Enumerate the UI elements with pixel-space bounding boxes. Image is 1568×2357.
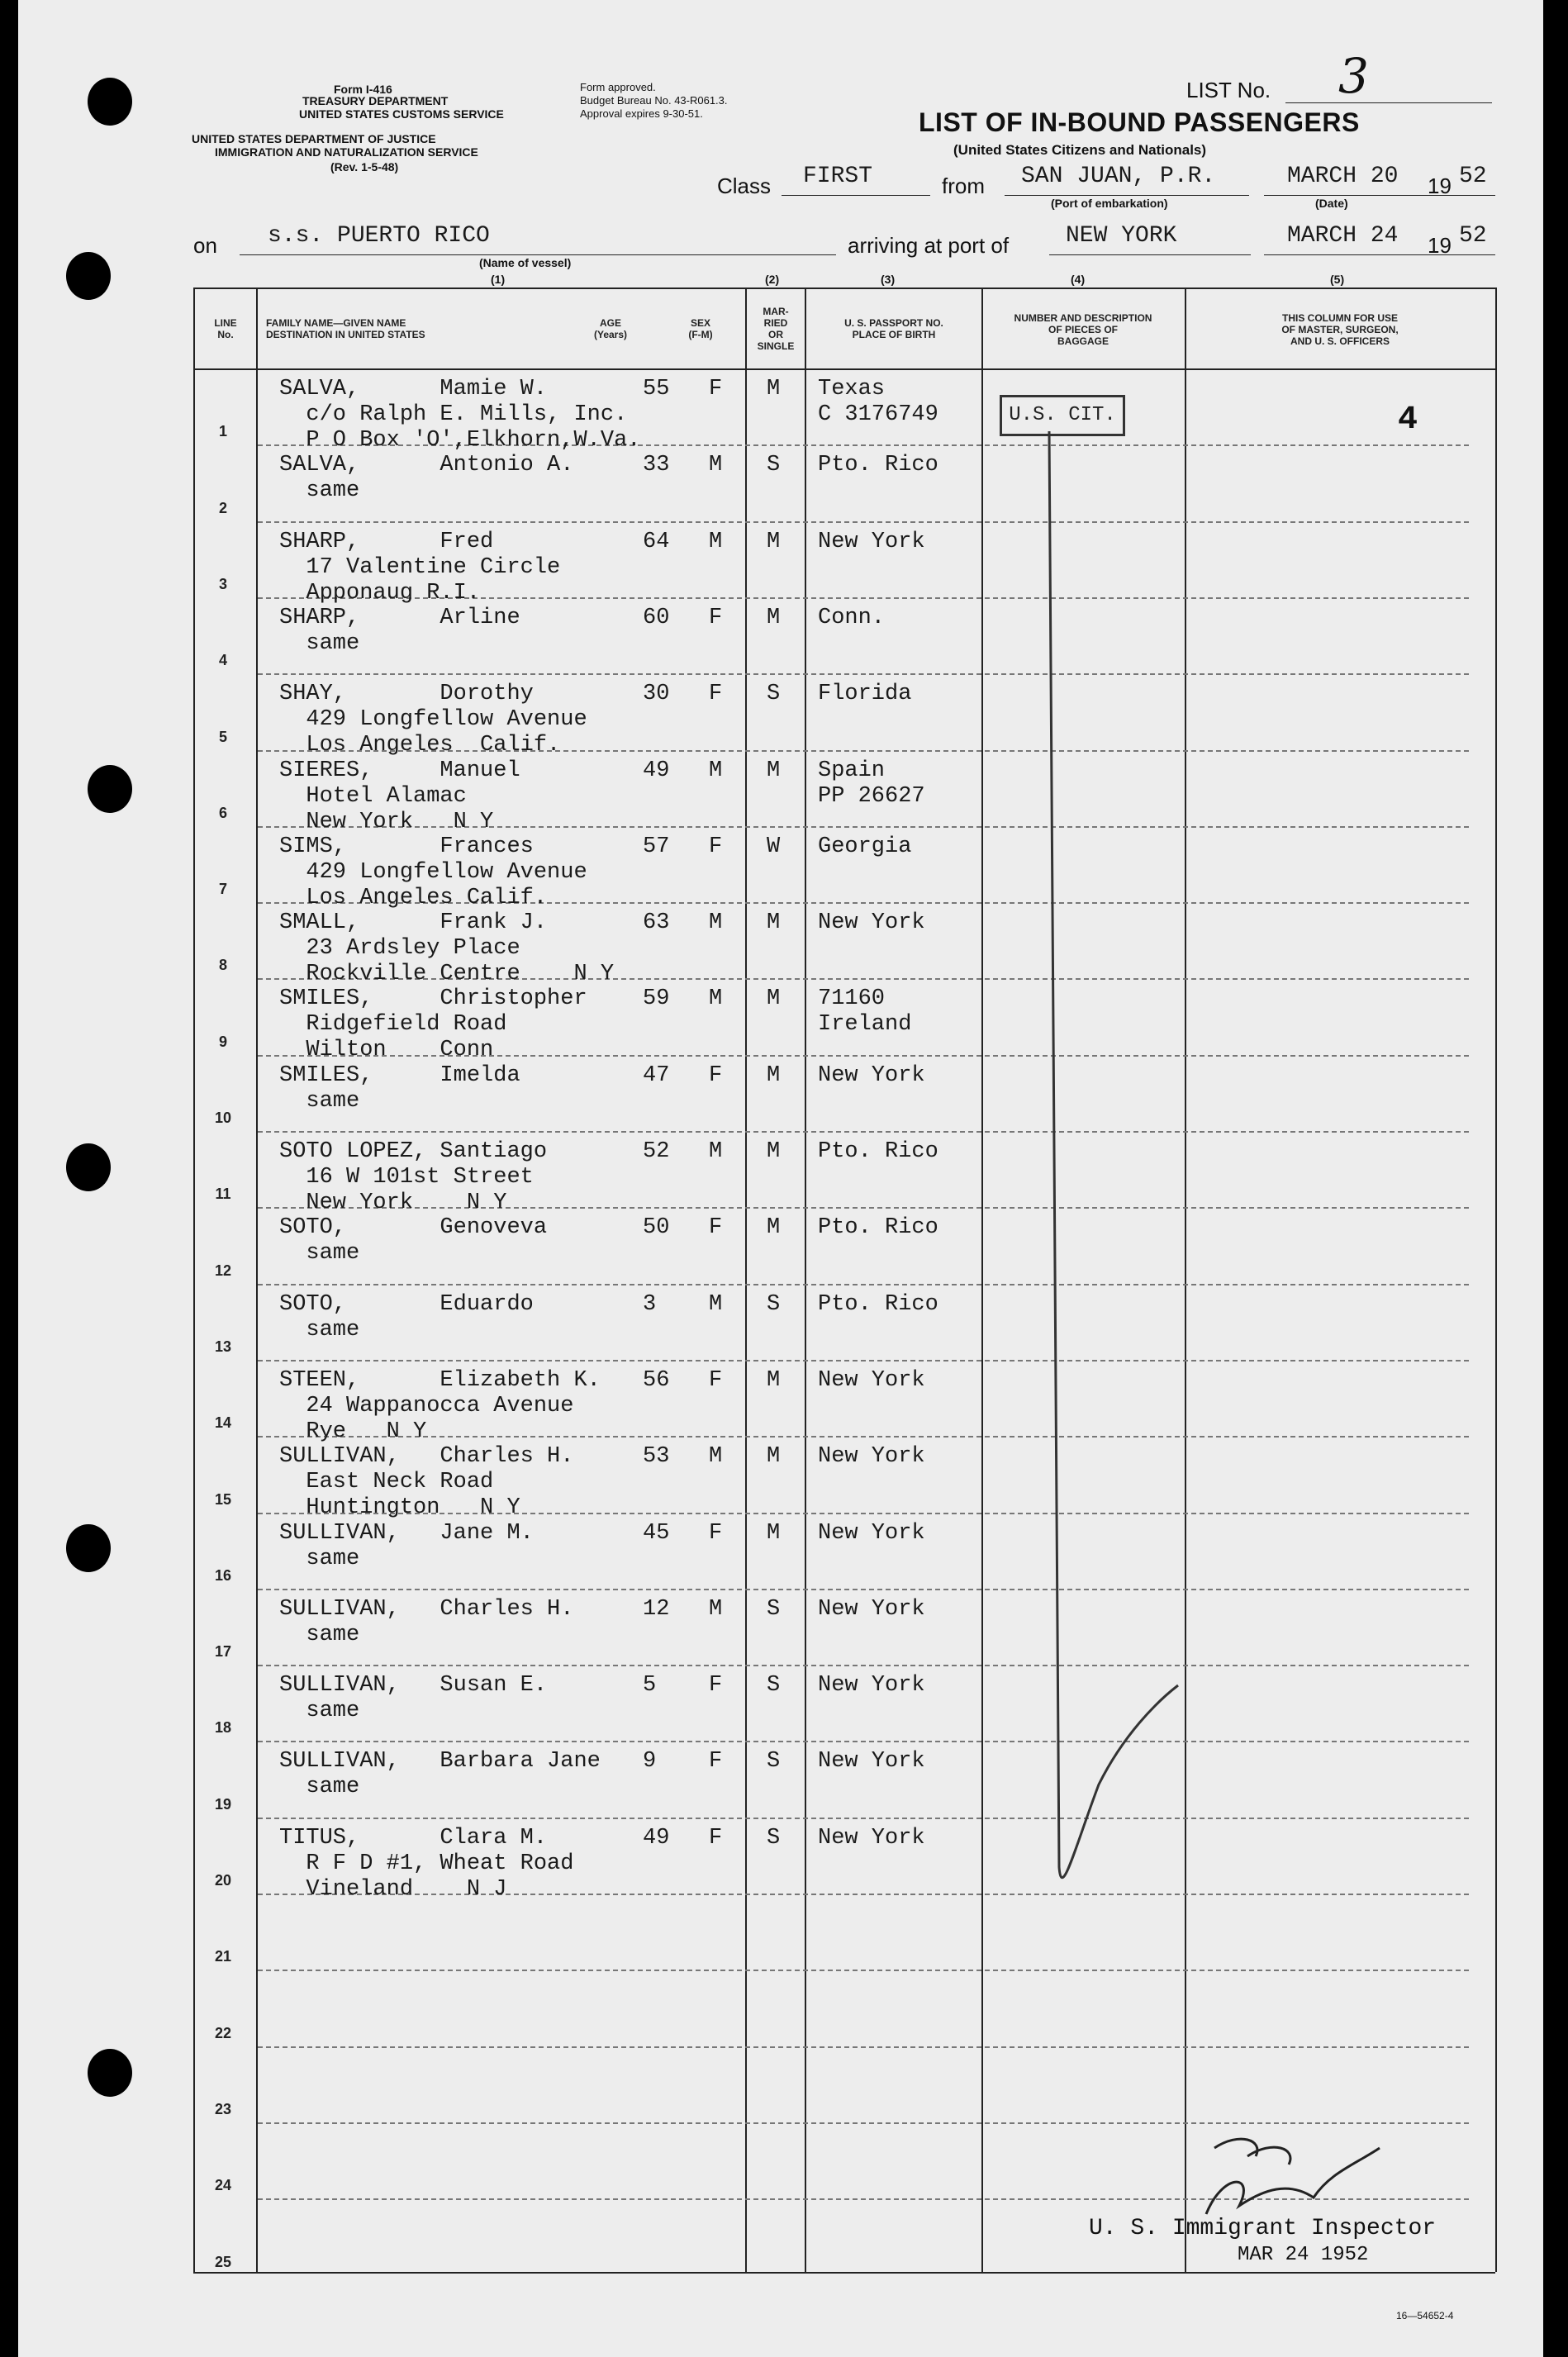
- on-label: on: [193, 233, 217, 258]
- passenger-marital-status: M: [767, 986, 781, 1012]
- header-baggage: NUMBER AND DESCRIPTION OF PIECES OF BAGGAGE: [1014, 312, 1152, 347]
- passenger-sex: F: [709, 1062, 723, 1088]
- passenger-destination: same: [279, 1699, 360, 1724]
- inspector-date-stamp: MAR 24 1952: [1238, 2244, 1369, 2266]
- line-number: 23: [214, 2100, 232, 2117]
- passenger-age: 3: [643, 1291, 657, 1317]
- passenger-age: 12: [643, 1596, 670, 1622]
- passenger-destination: Ridgefield Road Wilton Conn: [306, 1012, 507, 1063]
- passenger-sex: F: [709, 682, 723, 707]
- passenger-age: 64: [643, 529, 670, 554]
- passenger-sex: M: [709, 986, 723, 1012]
- passenger-destination: East Neck Road Huntington N Y: [306, 1470, 520, 1521]
- passenger-name: SULLIVAN, Jane M.: [279, 1520, 534, 1546]
- line-number: 16: [214, 1566, 232, 1584]
- passenger-sex: F: [709, 1673, 723, 1699]
- arriving-label: arriving at port of: [848, 233, 1010, 258]
- line-number: 24: [214, 2177, 232, 2194]
- passenger-birthplace: New York: [818, 529, 925, 554]
- column-number: (2): [765, 273, 780, 286]
- passenger-birthplace: Pto. Rico: [818, 453, 938, 478]
- passenger-marital-status: M: [767, 758, 781, 783]
- passenger-name: SHARP, Arline: [279, 605, 520, 630]
- passenger-marital-status: S: [767, 1825, 781, 1851]
- line-number: 6: [218, 804, 227, 821]
- passenger-birthplace: Spain PP 26627: [818, 758, 925, 809]
- class-value: FIRST: [803, 164, 873, 189]
- passenger-sex: M: [709, 1444, 723, 1470]
- passenger-marital-status: M: [767, 377, 781, 402]
- passenger-destination: same: [279, 1622, 360, 1647]
- line-number: 18: [214, 1719, 232, 1737]
- passenger-name: SULLIVAN, Charles H.: [279, 1444, 574, 1470]
- passenger-sex: F: [709, 1749, 723, 1775]
- header-officers: THIS COLUMN FOR USE OF MASTER, SURGEON, AND U. S. OFFICERS: [1281, 312, 1399, 347]
- passenger-birthplace: Conn.: [818, 605, 886, 630]
- passenger-sex: F: [709, 834, 723, 859]
- officer-note: 4: [1398, 402, 1418, 439]
- line-number: 10: [214, 1110, 232, 1126]
- line-number: 12: [214, 1262, 232, 1279]
- passenger-destination: same: [279, 630, 360, 656]
- passenger-birthplace: Georgia: [818, 834, 912, 859]
- passenger-name: SIMS, Frances: [279, 834, 534, 859]
- passenger-birthplace: New York: [818, 1444, 925, 1470]
- passenger-name: STEEN, Elizabeth K.: [279, 1367, 601, 1393]
- approval-line: Approval expires 9-30-51.: [580, 107, 703, 120]
- passenger-age: 49: [643, 1825, 670, 1851]
- line-number: 11: [215, 1186, 231, 1203]
- column-number: (1): [491, 273, 506, 286]
- line-number: 15: [214, 1490, 232, 1508]
- header-married: MAR- RIED OR SINGLE: [757, 306, 795, 352]
- line-number: 20: [214, 1872, 232, 1889]
- passenger-marital-status: M: [767, 910, 781, 936]
- arrival-port: NEW YORK: [1066, 223, 1177, 249]
- treasury-dept: TREASURY DEPARTMENT: [302, 94, 449, 107]
- passenger-sex: M: [709, 758, 723, 783]
- passenger-marital-status: W: [767, 834, 781, 859]
- embark-year-prefix: 19: [1428, 173, 1452, 198]
- approval-line: Form approved.: [580, 81, 656, 93]
- header-passport: U. S. PASSPORT NO. PLACE OF BIRTH: [844, 317, 943, 340]
- passenger-sex: M: [709, 1596, 723, 1622]
- passenger-name: SOTO LOPEZ, Santiago: [279, 1139, 548, 1164]
- approval-line: Budget Bureau No. 43-R061.3.: [580, 94, 728, 107]
- passenger-name: SMILES, Christopher: [279, 986, 587, 1012]
- passenger-birthplace: New York: [818, 1520, 925, 1546]
- passenger-name: SALVA, Mamie W.: [279, 377, 548, 402]
- passenger-sex: M: [709, 1139, 723, 1164]
- passenger-destination: 429 Longfellow Avenue Los Angeles Calif.: [306, 859, 587, 910]
- column-number: (5): [1330, 273, 1345, 286]
- passenger-age: 59: [643, 986, 670, 1012]
- inspector-signature: [1190, 2123, 1421, 2231]
- line-number: 17: [214, 1643, 232, 1661]
- passenger-destination: c/o Ralph E. Mills, Inc. P O Box 'O',Elkhorn,W.Va.: [306, 402, 641, 453]
- passenger-sex: M: [709, 1291, 723, 1317]
- passenger-name: SMILES, Imelda: [279, 1062, 520, 1088]
- passenger-birthplace: 71160 Ireland: [818, 986, 912, 1038]
- passenger-age: 55: [643, 377, 670, 402]
- passenger-destination: same: [279, 1241, 360, 1266]
- list-no-value: 3: [1338, 48, 1369, 104]
- passenger-marital-status: S: [767, 682, 781, 707]
- passenger-birthplace: New York: [818, 1749, 925, 1775]
- passenger-age: 45: [643, 1520, 670, 1546]
- passenger-birthplace: New York: [818, 1673, 925, 1699]
- passenger-destination: same: [279, 1088, 360, 1114]
- passenger-sex: F: [709, 377, 723, 402]
- line-number: 2: [218, 499, 227, 516]
- passenger-sex: F: [709, 605, 723, 630]
- passenger-marital-status: M: [767, 1444, 781, 1470]
- passenger-age: 9: [643, 1749, 657, 1775]
- passenger-birthplace: Texas C 3176749: [818, 377, 938, 427]
- line-number: 19: [214, 1795, 232, 1813]
- ins-label: IMMIGRATION AND NATURALIZATION SERVICE: [215, 145, 478, 159]
- header-name: FAMILY NAME—GIVEN NAME DESTINATION IN UNITED STATES: [266, 317, 425, 340]
- form-number: Form I-416: [334, 83, 392, 96]
- passenger-sex: F: [709, 1367, 723, 1393]
- line-number: 14: [214, 1414, 232, 1432]
- passenger-marital-status: S: [767, 1749, 781, 1775]
- passenger-marital-status: S: [767, 1596, 781, 1622]
- passenger-age: 53: [643, 1444, 670, 1470]
- inspector-title: U. S. Immigrant Inspector: [1089, 2216, 1437, 2241]
- passenger-destination: 24 Wappanocca Avenue Rye N Y: [306, 1393, 574, 1444]
- passenger-marital-status: M: [767, 1520, 781, 1546]
- list-no-label: LIST No.: [1186, 78, 1271, 102]
- line-number: 22: [214, 2024, 232, 2041]
- revision-label: (Rev. 1-5-48): [330, 160, 399, 173]
- embark-date: MARCH 20: [1287, 164, 1399, 189]
- header-sex: SEX (F-M): [688, 317, 713, 340]
- passenger-name: SULLIVAN, Charles H.: [279, 1596, 574, 1622]
- line-number: 4: [218, 652, 227, 669]
- passenger-birthplace: New York: [818, 1825, 925, 1851]
- embark-port-label: (Port of embarkation): [1051, 197, 1168, 210]
- passenger-destination: R F D #1, Wheat Road Vineland N J: [306, 1851, 574, 1902]
- line-number: 3: [218, 575, 227, 592]
- passenger-birthplace: Pto. Rico: [818, 1291, 938, 1317]
- passenger-name: SHAY, Dorothy: [279, 682, 534, 707]
- passenger-destination: 16 W 101st Street New York N Y: [306, 1165, 534, 1215]
- passenger-marital-status: M: [767, 1062, 781, 1088]
- from-label: from: [942, 173, 985, 198]
- vessel-label: (Name of vessel): [479, 256, 572, 269]
- passenger-birthplace: Florida: [818, 682, 912, 707]
- passenger-age: 5: [643, 1673, 657, 1699]
- passenger-name: SULLIVAN, Barbara Jane: [279, 1749, 601, 1775]
- passenger-sex: M: [709, 453, 723, 478]
- line-number: 5: [218, 728, 227, 745]
- column-number: (4): [1071, 273, 1086, 286]
- embark-year: 52: [1459, 164, 1487, 189]
- passenger-marital-status: M: [767, 1139, 781, 1164]
- passenger-birthplace: New York: [818, 1596, 925, 1622]
- passenger-destination: same: [279, 1546, 360, 1571]
- customs-service: UNITED STATES CUSTOMS SERVICE: [299, 107, 504, 121]
- line-number: 21: [214, 1948, 232, 1965]
- doj-label: UNITED STATES DEPARTMENT OF JUSTICE: [192, 132, 436, 145]
- column-number: (3): [881, 273, 896, 286]
- passenger-age: 60: [643, 605, 670, 630]
- arrival-date: MARCH 24: [1287, 223, 1399, 249]
- line-number: 1: [218, 423, 227, 440]
- arrival-year-prefix: 19: [1428, 233, 1452, 258]
- arrival-year: 52: [1459, 223, 1487, 249]
- passenger-marital-status: M: [767, 1215, 781, 1241]
- header-age: AGE (Years): [593, 317, 628, 340]
- passenger-sex: F: [709, 1215, 723, 1241]
- passenger-birthplace: Pto. Rico: [818, 1139, 938, 1164]
- passenger-destination: 17 Valentine Circle Apponaug R.I.: [306, 554, 561, 606]
- passenger-destination: same: [279, 478, 360, 504]
- passenger-birthplace: New York: [818, 1062, 925, 1088]
- passenger-name: SIERES, Manuel: [279, 758, 520, 783]
- passenger-sex: M: [709, 529, 723, 554]
- passenger-destination: 429 Longfellow Avenue Los Angeles Calif.: [306, 707, 587, 758]
- passenger-destination: 23 Ardsley Place Rockville Centre N Y: [306, 936, 615, 987]
- passenger-age: 47: [643, 1062, 670, 1088]
- passenger-name: SOTO, Genoveva: [279, 1215, 548, 1241]
- embark-port: SAN JUAN, P.R.: [1021, 164, 1216, 189]
- header-line-no: LINE No.: [214, 317, 237, 340]
- passenger-destination: same: [279, 1775, 360, 1800]
- passenger-destination: Hotel Alamac New York N Y: [306, 783, 494, 834]
- passenger-age: 50: [643, 1215, 670, 1241]
- passenger-name: TITUS, Clara M.: [279, 1825, 548, 1851]
- passenger-name: SOTO, Eduardo: [279, 1291, 534, 1317]
- passenger-age: 57: [643, 834, 670, 859]
- passenger-age: 33: [643, 453, 670, 478]
- passenger-marital-status: S: [767, 1673, 781, 1699]
- us-citizen-stamp: U.S. CIT.: [1000, 395, 1125, 436]
- passenger-name: SULLIVAN, Susan E.: [279, 1673, 548, 1699]
- passenger-destination: same: [279, 1317, 360, 1342]
- passenger-age: 30: [643, 682, 670, 707]
- passenger-marital-status: M: [767, 1367, 781, 1393]
- passenger-name: SHARP, Fred: [279, 529, 494, 554]
- passenger-marital-status: S: [767, 1291, 781, 1317]
- passenger-marital-status: M: [767, 529, 781, 554]
- footer-code: 16—54652-4: [1396, 2310, 1454, 2321]
- passenger-birthplace: New York: [818, 1367, 925, 1393]
- line-number: 8: [218, 957, 227, 974]
- passenger-sex: M: [709, 910, 723, 936]
- passenger-marital-status: S: [767, 453, 781, 478]
- class-label: Class: [717, 173, 772, 198]
- passenger-age: 52: [643, 1139, 670, 1164]
- date-label: (Date): [1315, 197, 1348, 210]
- line-number: 7: [218, 881, 227, 898]
- passenger-age: 63: [643, 910, 670, 936]
- line-number: 13: [214, 1338, 232, 1355]
- passenger-name: SMALL, Frank J.: [279, 910, 548, 936]
- line-number: 25: [214, 2253, 232, 2270]
- passenger-birthplace: Pto. Rico: [818, 1215, 938, 1241]
- vessel-name: s.s. PUERTO RICO: [268, 223, 490, 249]
- passenger-age: 49: [643, 758, 670, 783]
- passenger-age: 56: [643, 1367, 670, 1393]
- document-title: LIST OF IN-BOUND PASSENGERS: [919, 107, 1360, 137]
- document-subtitle: (United States Citizens and Nationals): [953, 142, 1207, 158]
- passenger-sex: F: [709, 1520, 723, 1546]
- passenger-sex: F: [709, 1825, 723, 1851]
- passenger-marital-status: M: [767, 605, 781, 630]
- passenger-name: SALVA, Antonio A.: [279, 453, 574, 478]
- passenger-birthplace: New York: [818, 910, 925, 936]
- line-number: 9: [218, 1033, 227, 1050]
